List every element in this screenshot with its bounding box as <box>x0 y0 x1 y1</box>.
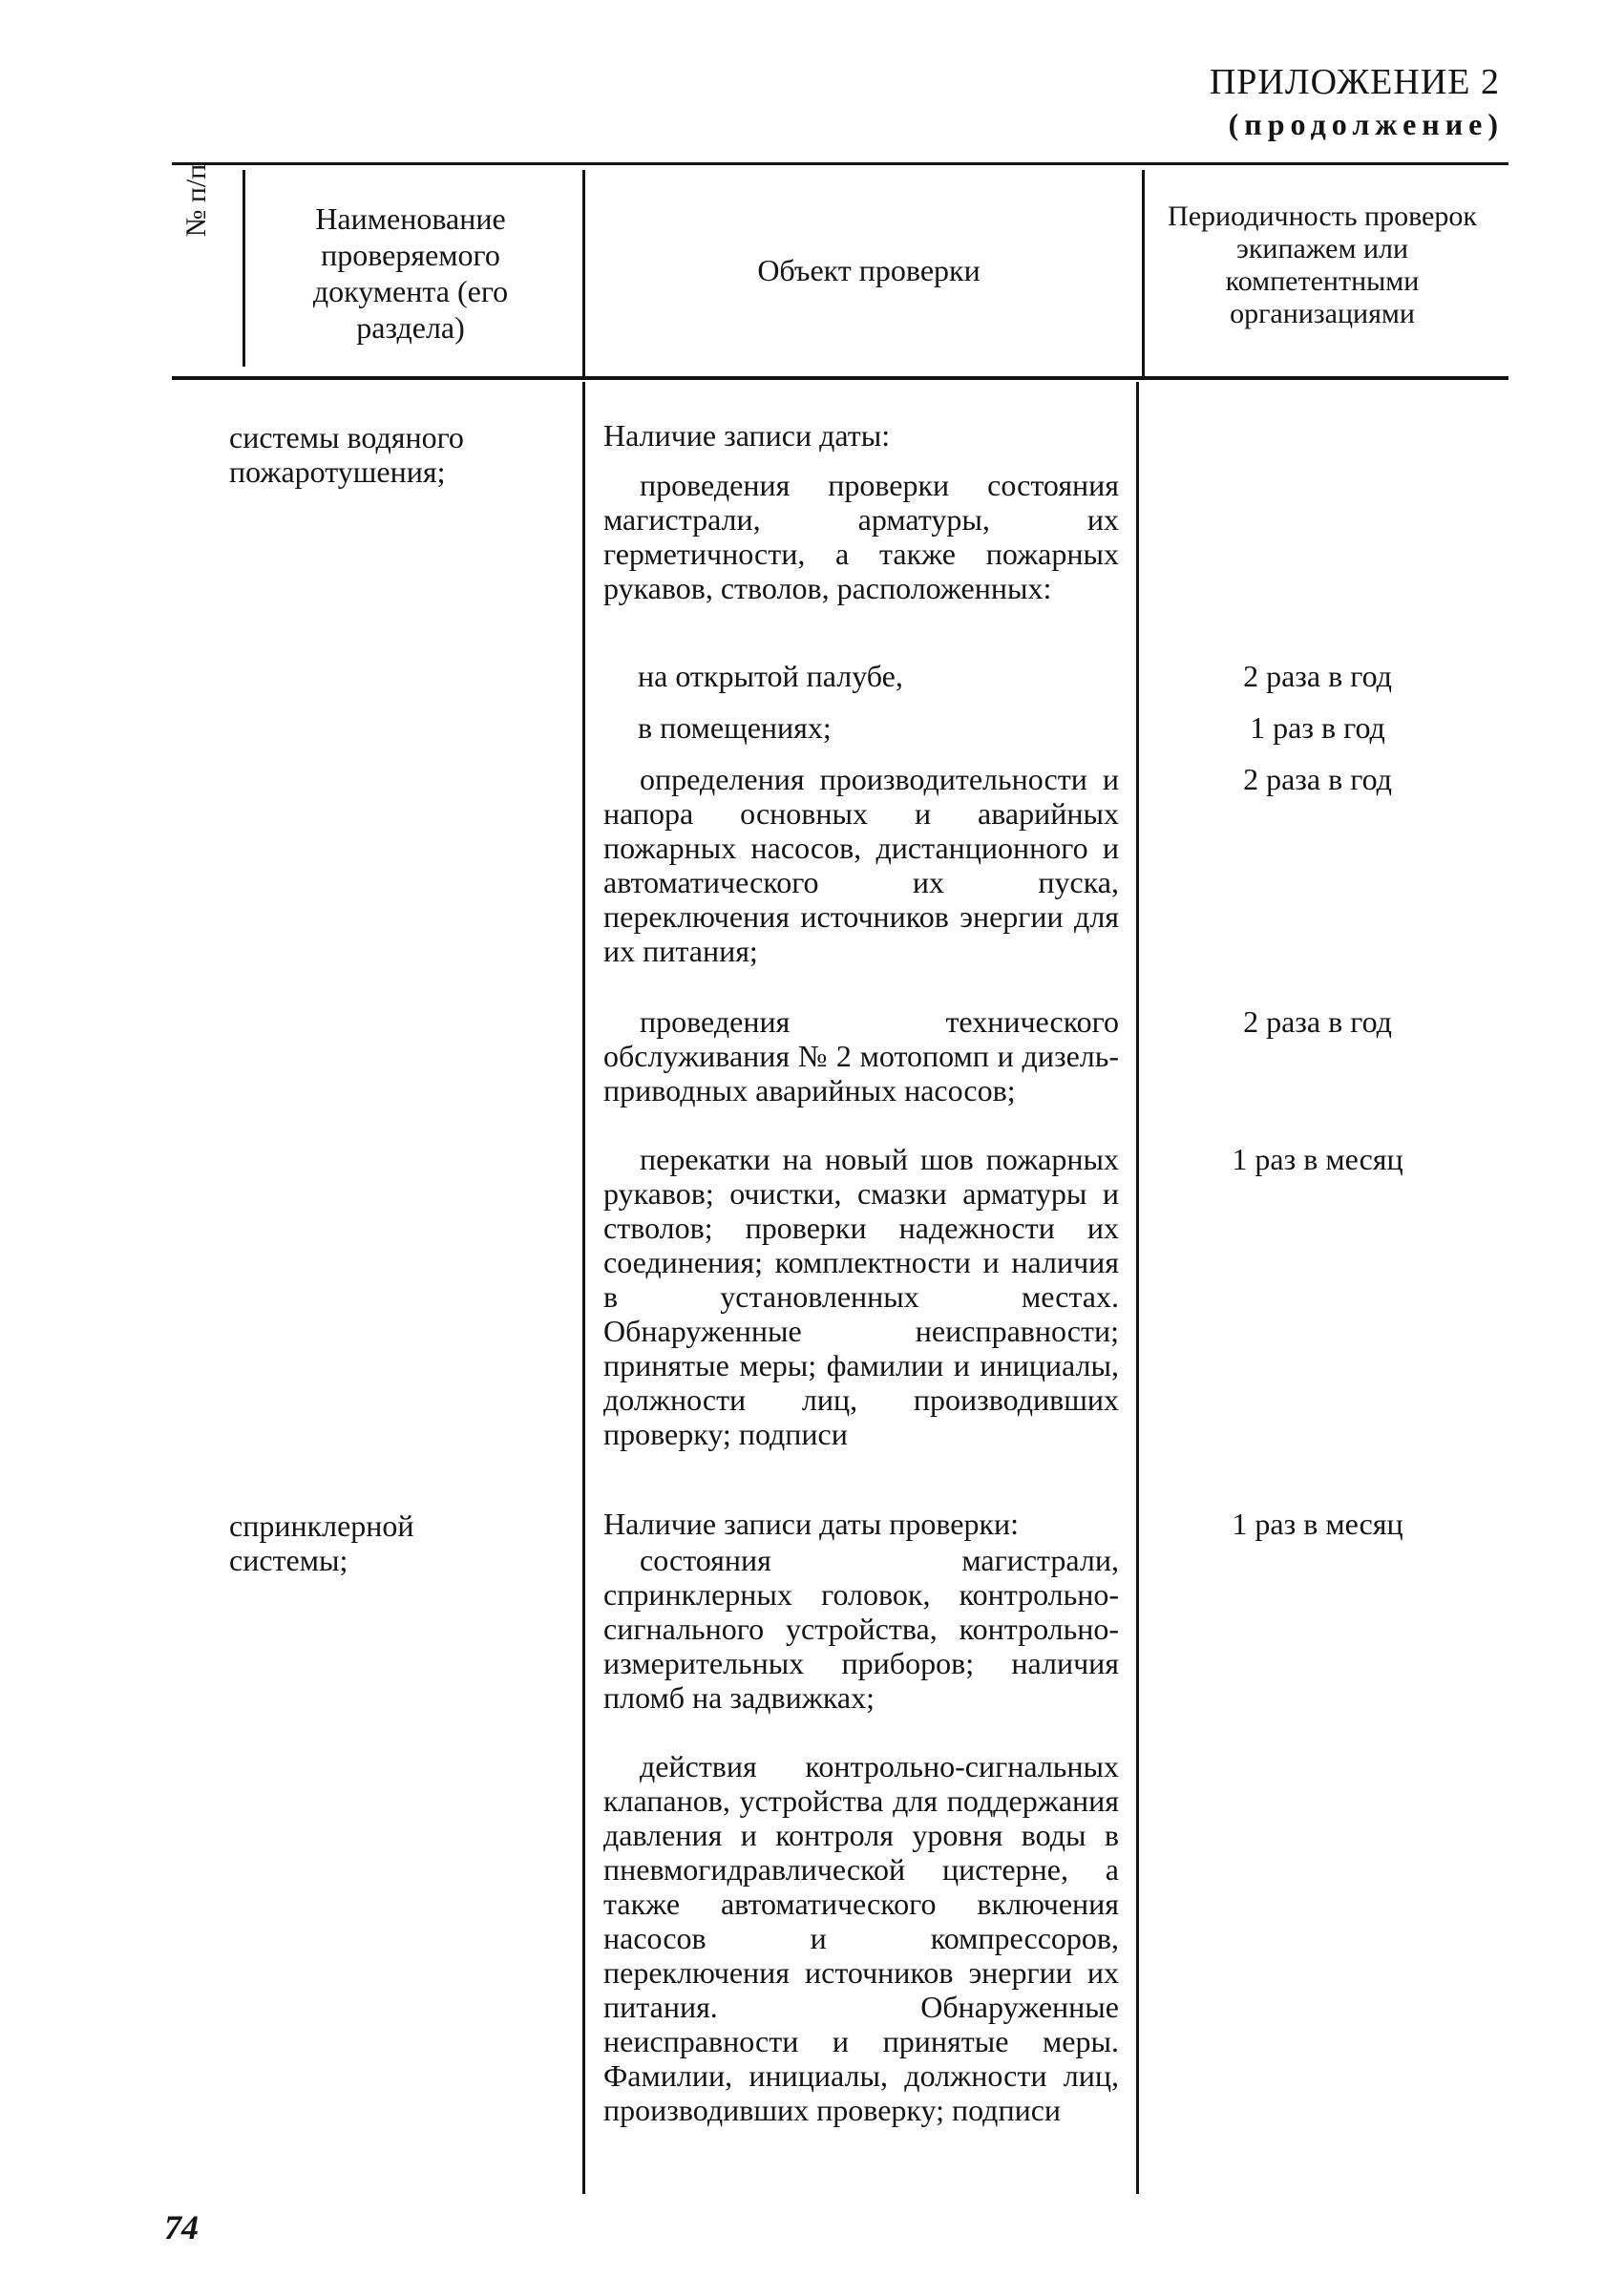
maintenance-period: 2 раза в год <box>1243 1004 1392 1039</box>
sprinkler-intro: Наличие записи даты проверки: <box>603 1507 1020 1541</box>
column-header-num: № п/п <box>180 163 212 238</box>
sprinkler-valves-item: действия контрольно-сигнальных клапанов, устройства для поддержания давления и контроля уровня воды в пневмогидравлической цистерне, а также автоматического включения насосов и компрессоров, переключения источников энергии их питания. Обнаруженные неисправности и принятые меры. Фамилии, инициалы, должности лиц, производивших проверку; подписи <box>603 1749 1119 2127</box>
open-deck-item: на открытой палубе, <box>638 659 903 693</box>
column-header-object: Объект проверки <box>757 253 981 287</box>
maintenance-item: проведения технического обслуживания № 2 мотопомп и дизель-приводных аварийных насосов; <box>603 1004 1119 1107</box>
body-divider-object <box>1136 382 1139 2194</box>
header-divider-name <box>582 170 585 376</box>
header-divider-num <box>243 170 245 367</box>
sprinkler-system-name: спринклерной системы; <box>229 1508 414 1577</box>
table-header-rule <box>172 376 1508 380</box>
premises-period: 1 раз в год <box>1250 710 1385 745</box>
column-header-period: Периодичность проверок экипажем или компетентными организациями <box>1168 200 1477 329</box>
page-number: 74 <box>164 2208 199 2246</box>
body-divider-name <box>582 382 585 2194</box>
continuation-label: (продолжение) <box>1228 107 1504 141</box>
hoses-item: перекатки на новый шов пожарных рукавов; очистки, смазки арматуры и стволов; проверки надежности их соединения; комплектности и наличия в установленных местах. Обнаруженные неисправности; принятые меры; фамилии и инициалы, должности лиц, производивших проверку; подписи <box>603 1142 1119 1451</box>
pump-capacity-period: 2 раза в год <box>1243 762 1392 796</box>
sprinkler-state-item: состояния магистрали, спринклерных головок, контрольно-сигнального устройства, контрольно-измерительных приборов; наличия пломб на задвижках; <box>603 1543 1119 1715</box>
hoses-period: 1 раз в месяц <box>1232 1142 1403 1176</box>
sprinkler-period: 1 раз в месяц <box>1232 1507 1403 1541</box>
header-divider-object <box>1142 170 1145 376</box>
open-deck-period: 2 раза в год <box>1243 659 1392 693</box>
pump-capacity-item: определения производительности и напора основных и аварийных пожарных насосов, дистанционного и автоматического их пуска, переключения источников энергии для их питания; <box>603 762 1119 968</box>
water-system-name: системы водяного пожаротушения; <box>229 420 464 489</box>
column-header-name: Наименование проверяемого документа (его раздела) <box>312 201 509 345</box>
water-intro: Наличие записи даты: <box>603 418 891 453</box>
water-inspection: проведения проверки состояния магистрали, арматуры, их герметичности, а также пожарных рукавов, стволов, расположенных: <box>603 468 1119 605</box>
premises-item: в помещениях; <box>638 710 832 745</box>
table-top-rule <box>172 162 1508 165</box>
appendix-label: ПРИЛОЖЕНИЕ 2 <box>1209 62 1500 102</box>
